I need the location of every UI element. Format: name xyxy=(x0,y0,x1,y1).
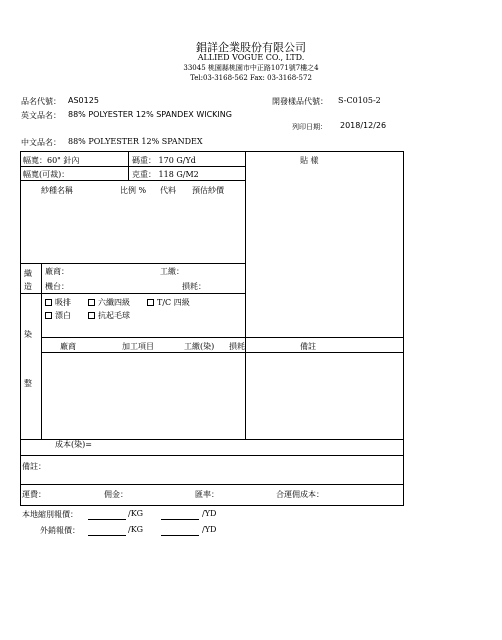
commission-label: 佣金： xyxy=(104,490,128,499)
dye-col-labor: 工繳(染) xyxy=(184,342,215,351)
weight-gsm-label: 克重： 118 G/M2 xyxy=(132,170,199,179)
dev-code: S-C0105-2 xyxy=(338,96,381,105)
yarn-price-header: 預估紗價 xyxy=(192,186,224,195)
domestic-yd-field[interactable] xyxy=(161,519,199,520)
sample-swatch-label: 貼 樣 xyxy=(300,156,319,165)
spec-table xyxy=(20,151,404,506)
domestic-kg-field[interactable] xyxy=(88,519,126,520)
domestic-quote-label: 本地縮別報價： xyxy=(22,510,78,519)
yarn-name-header: 紗種名稱 xyxy=(41,186,73,195)
option-anti-pilling-label: 抗起毛球 xyxy=(98,311,130,320)
product-code-label: 品名代號： xyxy=(21,97,61,106)
weight-yd-label: 碼重： 170 G/Yd xyxy=(132,156,196,165)
print-date: 2018/12/26 xyxy=(340,121,387,130)
option-tc-grade-label: T/C 四級 xyxy=(157,298,190,307)
option-bleach-checkbox[interactable] xyxy=(45,312,52,319)
option-moisture-wicking-checkbox[interactable] xyxy=(45,299,52,306)
product-name-en: 88% POLYESTER 12% SPANDEX WICKING xyxy=(68,110,232,119)
company-name-en: ALLIED VOGUE CO., LTD. xyxy=(197,53,305,62)
company-name-cn: 錩詳企業股份有限公司 xyxy=(196,41,306,54)
dev-code-label: 開發樣品代號： xyxy=(272,97,328,106)
weaving-label-1: 織 xyxy=(24,269,32,278)
weaving-loss-label: 損耗： xyxy=(182,282,206,291)
product-name-cn-label: 中文品名： xyxy=(21,138,61,147)
option-six-fiber-label: 六纖四級 xyxy=(98,298,130,307)
option-moisture-wicking-label: 吸排 xyxy=(55,298,71,307)
yarn-ratio-header: 比例 % xyxy=(120,186,147,195)
yarn-cost-header: 代料 xyxy=(160,186,176,195)
dye-col-remarks: 備註 xyxy=(300,342,316,351)
product-code: AS0125 xyxy=(68,96,99,105)
export-yd-unit: /YD xyxy=(202,525,217,534)
cost-dye-label: 成本(染)= xyxy=(55,440,92,449)
company-phone-fax: Tel:03-3168-562 Fax: 03-3168-572 xyxy=(190,74,312,82)
dyeing-label-2: 整 xyxy=(24,379,32,388)
option-anti-pilling-checkbox[interactable] xyxy=(88,312,95,319)
domestic-yd-unit: /YD xyxy=(202,509,217,518)
width-label: 幅寬：60" 針內 xyxy=(23,156,80,165)
company-address: 33045 桃園縣桃園市中正路1071號7樓之4 xyxy=(183,64,319,72)
export-kg-unit: /KG xyxy=(128,525,144,534)
export-yd-field[interactable] xyxy=(161,535,199,536)
weaving-labor-label: 工繳： xyxy=(160,267,184,276)
option-tc-grade-checkbox[interactable] xyxy=(147,299,154,306)
usable-width-label: 幅寬(可裁)： xyxy=(23,170,70,179)
dyeing-label-1: 染 xyxy=(24,330,32,339)
dye-col-loss: 損耗 xyxy=(229,342,245,351)
freight-label: 運費： xyxy=(22,490,46,499)
exchange-rate-label: 匯率： xyxy=(195,490,219,499)
option-bleach-label: 漂白 xyxy=(55,311,71,320)
weaving-machine-label: 機台： xyxy=(45,282,69,291)
option-six-fiber-checkbox[interactable] xyxy=(88,299,95,306)
total-cost-label: 合運佣成本： xyxy=(276,490,324,499)
weaving-label-2: 造 xyxy=(24,282,32,291)
domestic-kg-unit: /KG xyxy=(128,509,144,518)
export-quote-label: 外銷報價： xyxy=(40,526,80,535)
dye-col-process: 加工項目 xyxy=(122,342,154,351)
weaving-factory-label: 廠商： xyxy=(45,267,69,276)
export-kg-field[interactable] xyxy=(88,535,126,536)
product-name-en-label: 英文品名： xyxy=(21,111,61,120)
dye-col-factory: 廠商 xyxy=(60,342,76,351)
product-name-cn: 88% POLYESTER 12% SPANDEX xyxy=(68,137,203,146)
remarks-label: 備註： xyxy=(22,462,46,471)
print-date-label: 列印日期： xyxy=(292,123,327,131)
